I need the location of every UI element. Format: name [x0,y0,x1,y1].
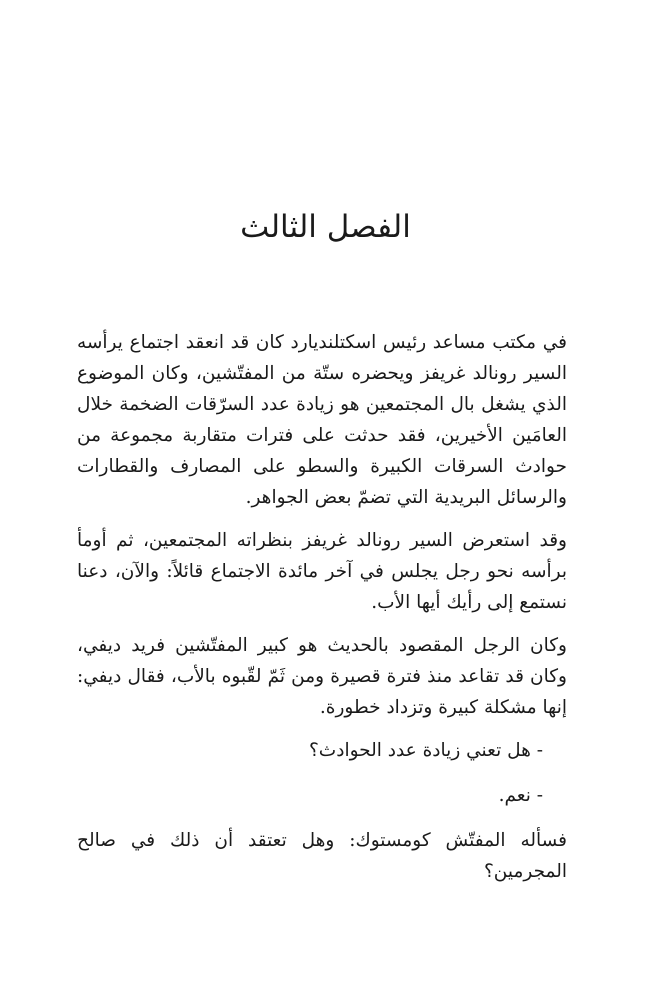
paragraph-review: وقد استعرض السير رونالد غريفز بنظراته المجتمعين، ثم أومأ برأسه نحو رجل يجلس في آخر مائدة الاجتماع قائلاً: والآن، دعنا نستمع إلى رأيك أيها الأب. [77,530,567,613]
dialogue-line: - هل تعني زيادة عدد الحوادث؟ [308,740,543,761]
paragraph-meeting: في مكتب مساعد رئيس اسكتلنديارد كان قد انعقد اجتماع يرأسه السير رونالد غريفز ويحضره ستّة من المفتّشين، وكان الموضوع الذي يشغل بال المجتمعين هو زيادة عدد السرّقات الضخمة خلال العامَين الأخيرين، فقد حدثت على فترات متقاربة مجموعة من حوادث السرقات الكبيرة والسطو على المصارف والقطارات والرسائل البريدية التي تضمّ بعض الجواهر. [77,332,567,508]
paragraph-davy: وكان الرجل المقصود بالحديث هو كبير المفتّشين فريد ديفي، وكان قد تقاعد منذ فترة قصيرة ومن ثَمّ لقّبوه بالأب، فقال ديفي: إنها مشكلة كبيرة وتزداد خطورة. [77,635,567,718]
paragraph-comstock: فسأله المفتّش كومستوك: وهل تعتقد أن ذلك في صالح المجرمين؟ [77,830,567,882]
dialogue-line: - نعم. [498,785,543,806]
chapter-body [77,327,567,899]
chapter-title: الفصل الثالث [240,209,411,245]
